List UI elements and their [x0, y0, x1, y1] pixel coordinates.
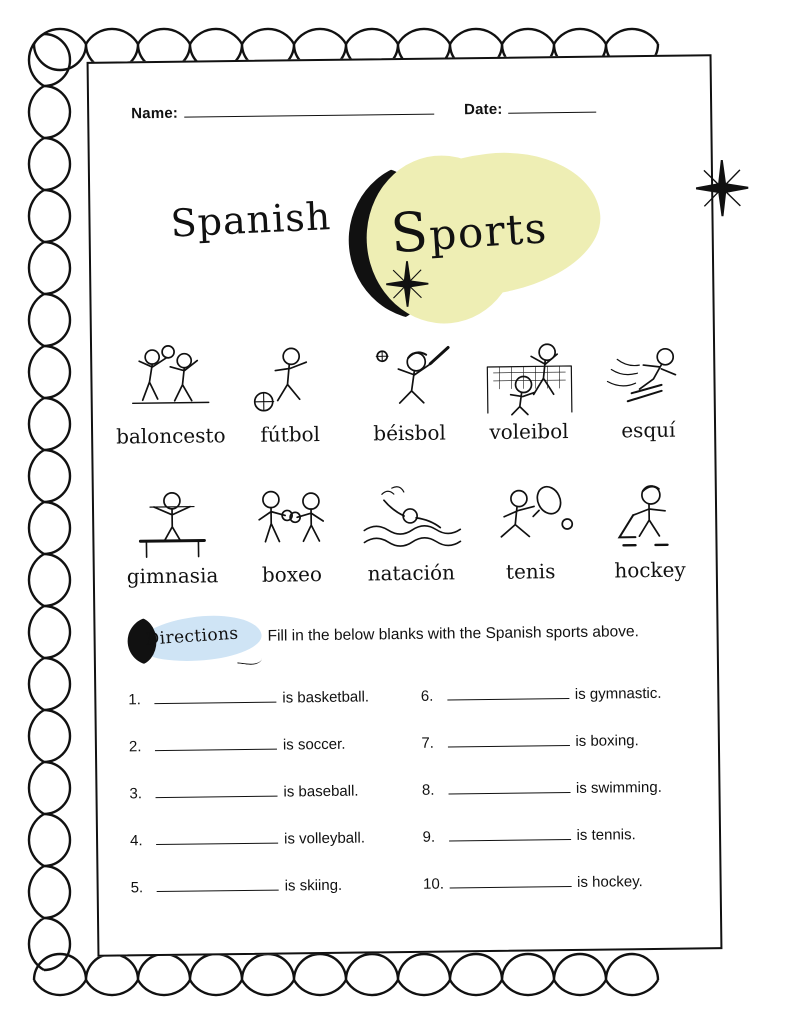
answer-item	[128, 688, 407, 738]
answer-blank-input[interactable]	[155, 749, 277, 751]
name-input-line[interactable]	[184, 114, 434, 118]
answer-prompt: is hockey.	[577, 873, 643, 891]
vocabulary-item	[112, 482, 231, 588]
gymnast-balance-beam-icon	[112, 482, 231, 561]
directions-underline-swash	[237, 650, 262, 666]
vocabulary-item	[232, 481, 351, 587]
vocabulary-label: béisbol	[373, 420, 446, 446]
baseball-batter-icon	[349, 339, 468, 418]
vocabulary-item	[590, 476, 709, 582]
answer-blank-input[interactable]	[156, 843, 278, 845]
answers-grid	[128, 684, 702, 926]
answer-blank-input[interactable]	[449, 839, 571, 841]
answer-prompt: is soccer.	[282, 735, 346, 754]
answer-number: 10.	[423, 875, 445, 893]
date-label: Date:	[463, 100, 503, 119]
paper-sheet	[87, 54, 723, 957]
answer-blank-input[interactable]	[154, 702, 276, 704]
answer-blank-input[interactable]	[448, 792, 570, 794]
answer-number: 4.	[129, 832, 143, 850]
answer-prompt: is baseball.	[283, 782, 359, 801]
vocabulary-label: boxeo	[261, 562, 323, 587]
swimmer-icon	[351, 479, 470, 558]
answer-number: 5.	[130, 879, 144, 897]
tennis-player-icon	[471, 478, 590, 557]
skier-icon	[588, 336, 707, 415]
star-burst-icon	[690, 156, 755, 221]
boxers-icon	[232, 481, 351, 560]
vocabulary-item	[469, 338, 588, 444]
answer-blank-input[interactable]	[449, 886, 571, 888]
vocabulary-row-1	[110, 336, 708, 448]
title-sports-rest: ports	[427, 203, 549, 260]
volleyball-player-icon	[469, 338, 588, 417]
answer-prompt: is swimming.	[575, 778, 662, 797]
vocabulary-label: voleibol	[489, 418, 569, 444]
vocabulary-item	[351, 479, 470, 585]
answer-number: 1.	[128, 691, 141, 709]
vocabulary-item	[471, 478, 590, 584]
vocabulary-label: esquí	[621, 417, 676, 443]
answer-blank-input[interactable]	[447, 745, 569, 747]
soccer-player-icon	[230, 341, 349, 420]
answer-blank-input[interactable]	[156, 796, 278, 798]
hockey-player-icon	[590, 476, 709, 555]
vocabulary-label: hockey	[614, 557, 686, 583]
vocabulary-label: tenis	[505, 559, 556, 584]
directions-row	[119, 606, 697, 669]
vocabulary-item	[588, 336, 707, 442]
vocabulary-label: gimnasia	[126, 563, 219, 589]
answer-prompt: is volleyball.	[283, 829, 366, 848]
answer-item	[421, 684, 700, 734]
title-sports-capital: S	[388, 199, 432, 266]
answer-prompt: is tennis.	[576, 826, 636, 844]
answer-number: 9.	[422, 828, 436, 846]
answer-prompt: is gymnastic.	[574, 684, 662, 703]
answer-item	[129, 735, 408, 785]
answer-blank-input[interactable]	[447, 698, 569, 700]
answer-prompt: is basketball.	[282, 688, 370, 707]
answer-prompt: is boxing.	[575, 732, 639, 750]
answer-item	[422, 778, 701, 828]
answer-prompt: is skiing.	[284, 876, 343, 895]
name-label: Name:	[131, 104, 179, 123]
answer-item	[129, 782, 408, 832]
vocabulary-label: baloncesto	[115, 423, 226, 449]
answer-item	[423, 872, 702, 922]
title-word-sports	[389, 192, 549, 265]
vocabulary-item	[230, 341, 349, 447]
answer-item	[130, 829, 409, 879]
date-input-line[interactable]	[509, 112, 597, 114]
name-date-row	[131, 99, 676, 123]
vocabulary-item	[111, 342, 230, 448]
directions-badge-label: Directions	[145, 623, 240, 650]
title-block	[90, 134, 714, 352]
answer-number: 6.	[420, 687, 434, 705]
vocabulary-row-2	[112, 476, 710, 588]
answer-number: 8.	[421, 781, 435, 799]
directions-text: Fill in the below blanks with the Spanish sports above.	[267, 623, 640, 645]
vocabulary-item	[349, 339, 468, 445]
vocabulary-label: natación	[367, 560, 456, 586]
vocabulary-label: fútbol	[260, 422, 321, 447]
answer-number: 7.	[421, 734, 435, 752]
title-word-spanish: Spanish	[169, 194, 333, 246]
answer-item	[422, 825, 701, 875]
answer-number: 3.	[129, 785, 143, 803]
answer-number: 2.	[128, 738, 142, 756]
basketball-players-icon	[111, 342, 230, 421]
answer-blank-input[interactable]	[157, 890, 279, 892]
answer-item	[421, 731, 700, 781]
answer-item	[131, 876, 410, 926]
